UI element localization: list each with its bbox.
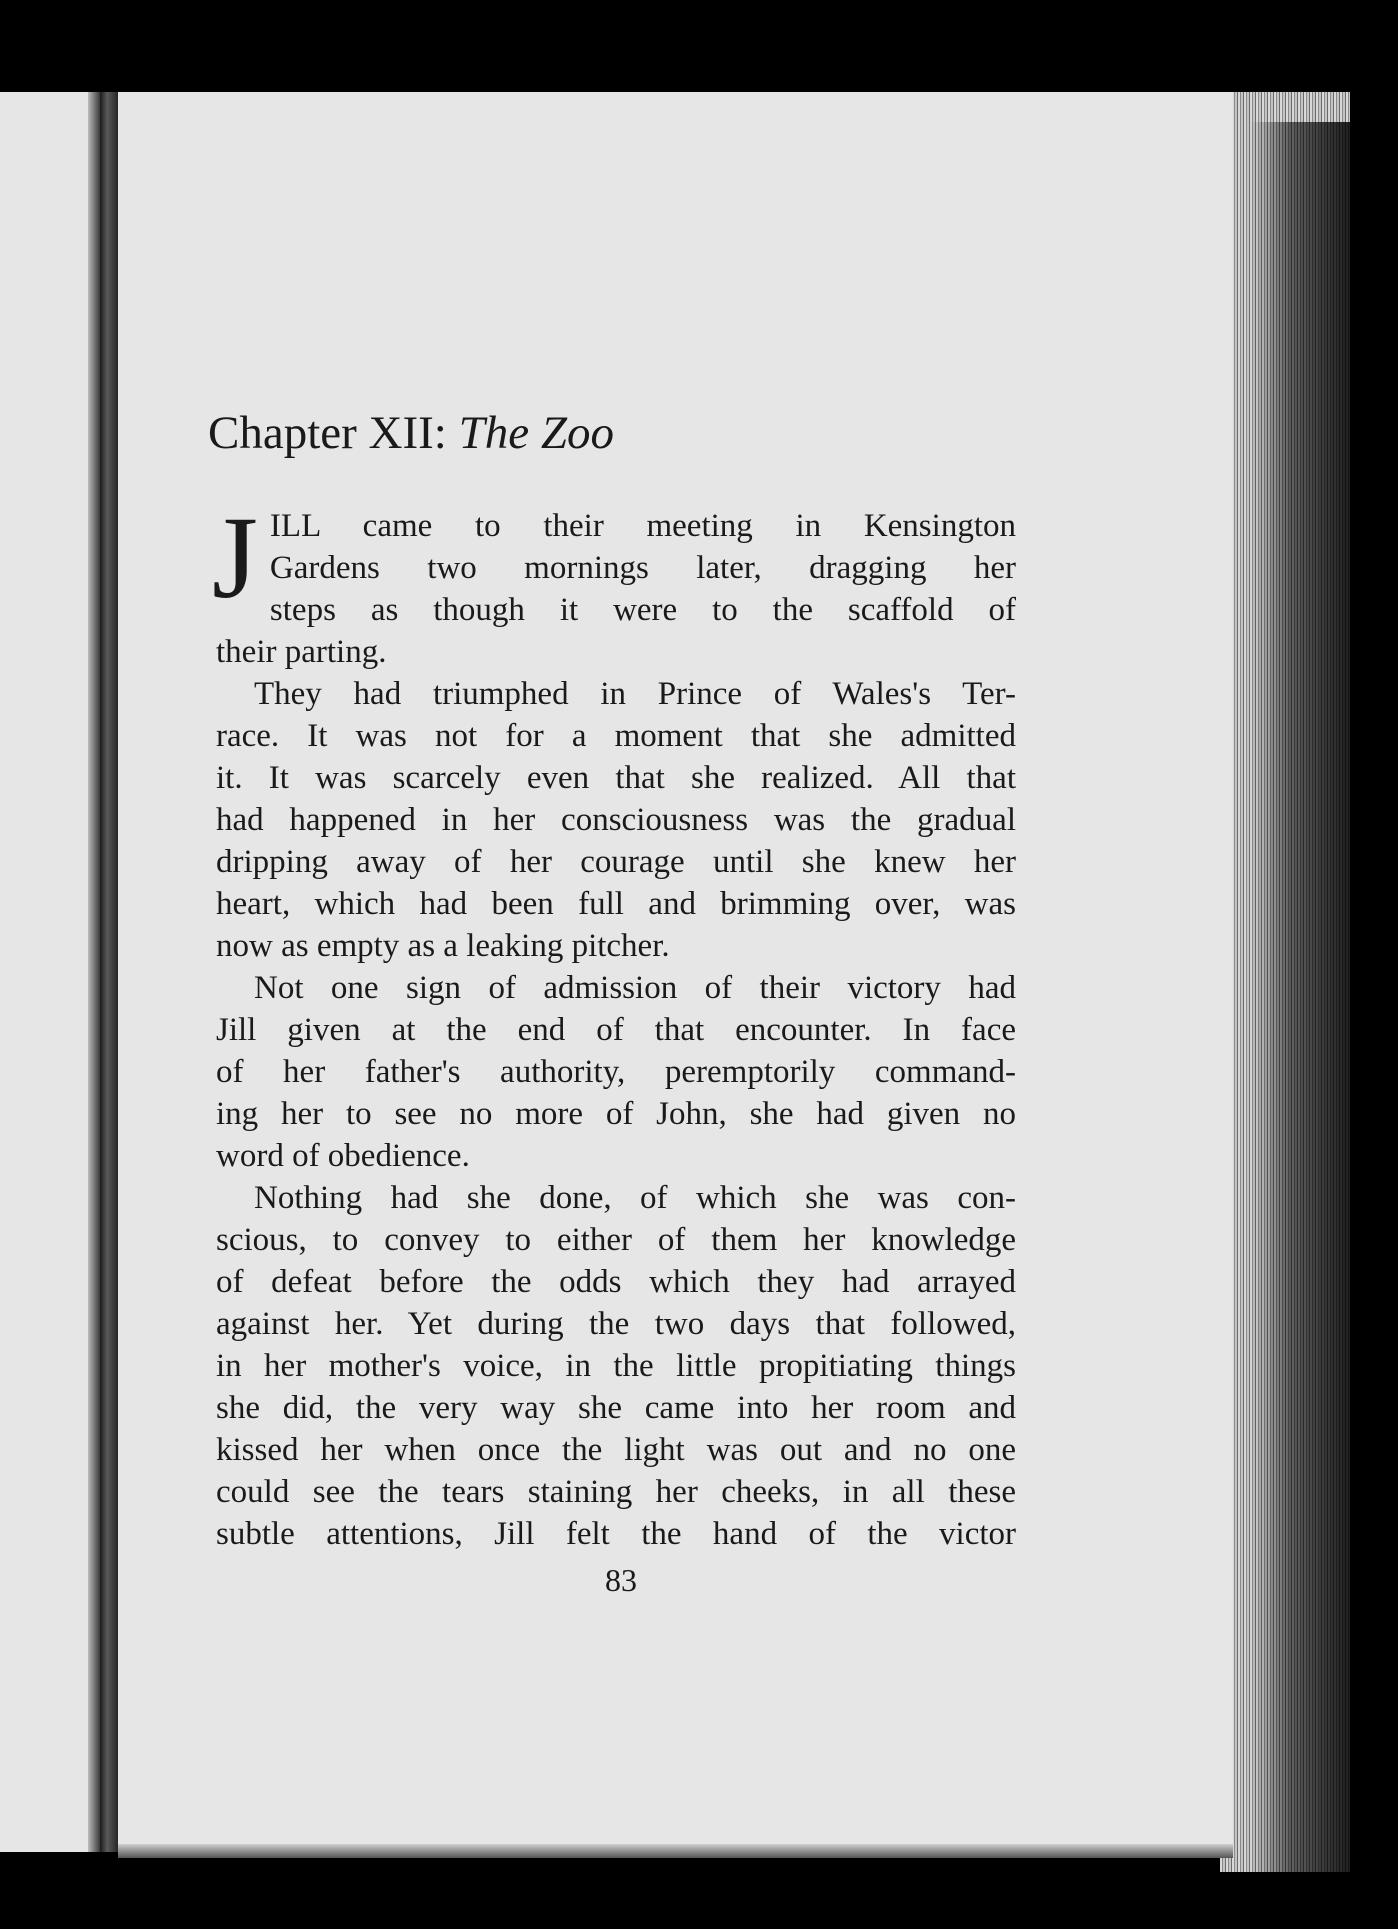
- text-line: their parting.: [216, 634, 387, 670]
- previous-page-edge: [0, 92, 100, 1852]
- text-line: it. It was scarcely even that she realized. All that: [216, 760, 1016, 796]
- text-line: had happened in her consciousness was the gradual: [216, 802, 1016, 838]
- page-stack-edge: [1220, 92, 1350, 1872]
- page-number: 83: [605, 1562, 637, 1598]
- text-line: of her father's authority, peremptorily command-: [216, 1054, 1016, 1090]
- text-line: ILL came to their meeting in Kensington: [269, 508, 1016, 544]
- drop-cap: J: [212, 492, 258, 623]
- chapter-label: Chapter XII:: [208, 407, 447, 459]
- text-line: kissed her when once the light was out and no one: [216, 1432, 1016, 1468]
- text-line: heart, which had been full and brimming over, was: [216, 886, 1016, 922]
- chapter-heading: [208, 407, 614, 459]
- text-line: subtle attentions, Jill felt the hand of the victor: [216, 1516, 1016, 1552]
- paragraph-2: [216, 673, 1016, 967]
- paragraph-4: [216, 1177, 1016, 1555]
- text-line: Not one sign of admission of their victory had: [254, 970, 1016, 1006]
- text-line: race. It was not for a moment that she admitted: [216, 718, 1016, 754]
- text-line: Gardens two mornings later, dragging her: [269, 550, 1016, 586]
- text-line: They had triumphed in Prince of Wales's Ter-: [254, 676, 1016, 712]
- text-line: ing her to see no more of John, she had given no: [216, 1096, 1016, 1132]
- text-line: could see the tears staining her cheeks, in all these: [216, 1474, 1016, 1510]
- chapter-title: The Zoo: [458, 407, 614, 459]
- text-line: steps as though it were to the scaffold of: [269, 592, 1016, 628]
- paragraph-3: [216, 967, 1016, 1177]
- text-line: she did, the very way she came into her room and: [216, 1390, 1016, 1426]
- text-line: of defeat before the odds which they had arrayed: [216, 1264, 1016, 1300]
- body-text: [212, 492, 1016, 1555]
- text-line: word of obedience.: [216, 1138, 470, 1174]
- text-line: scious, to convey to either of them her knowledge: [216, 1222, 1016, 1258]
- text-line: against her. Yet during the two days that followed,: [216, 1306, 1016, 1342]
- paragraph-1: [212, 492, 1016, 673]
- text-line: in her mother's voice, in the little propitiating things: [216, 1348, 1016, 1384]
- text-line: dripping away of her courage until she knew her: [216, 844, 1016, 880]
- book-gutter: [100, 92, 118, 1852]
- text-line: now as empty as a leaking pitcher.: [216, 928, 670, 964]
- text-line: Nothing had she done, of which she was con-: [254, 1180, 1016, 1216]
- text-line: Jill given at the end of that encounter. In face: [216, 1012, 1016, 1048]
- paragraph-lines: [216, 505, 1016, 631]
